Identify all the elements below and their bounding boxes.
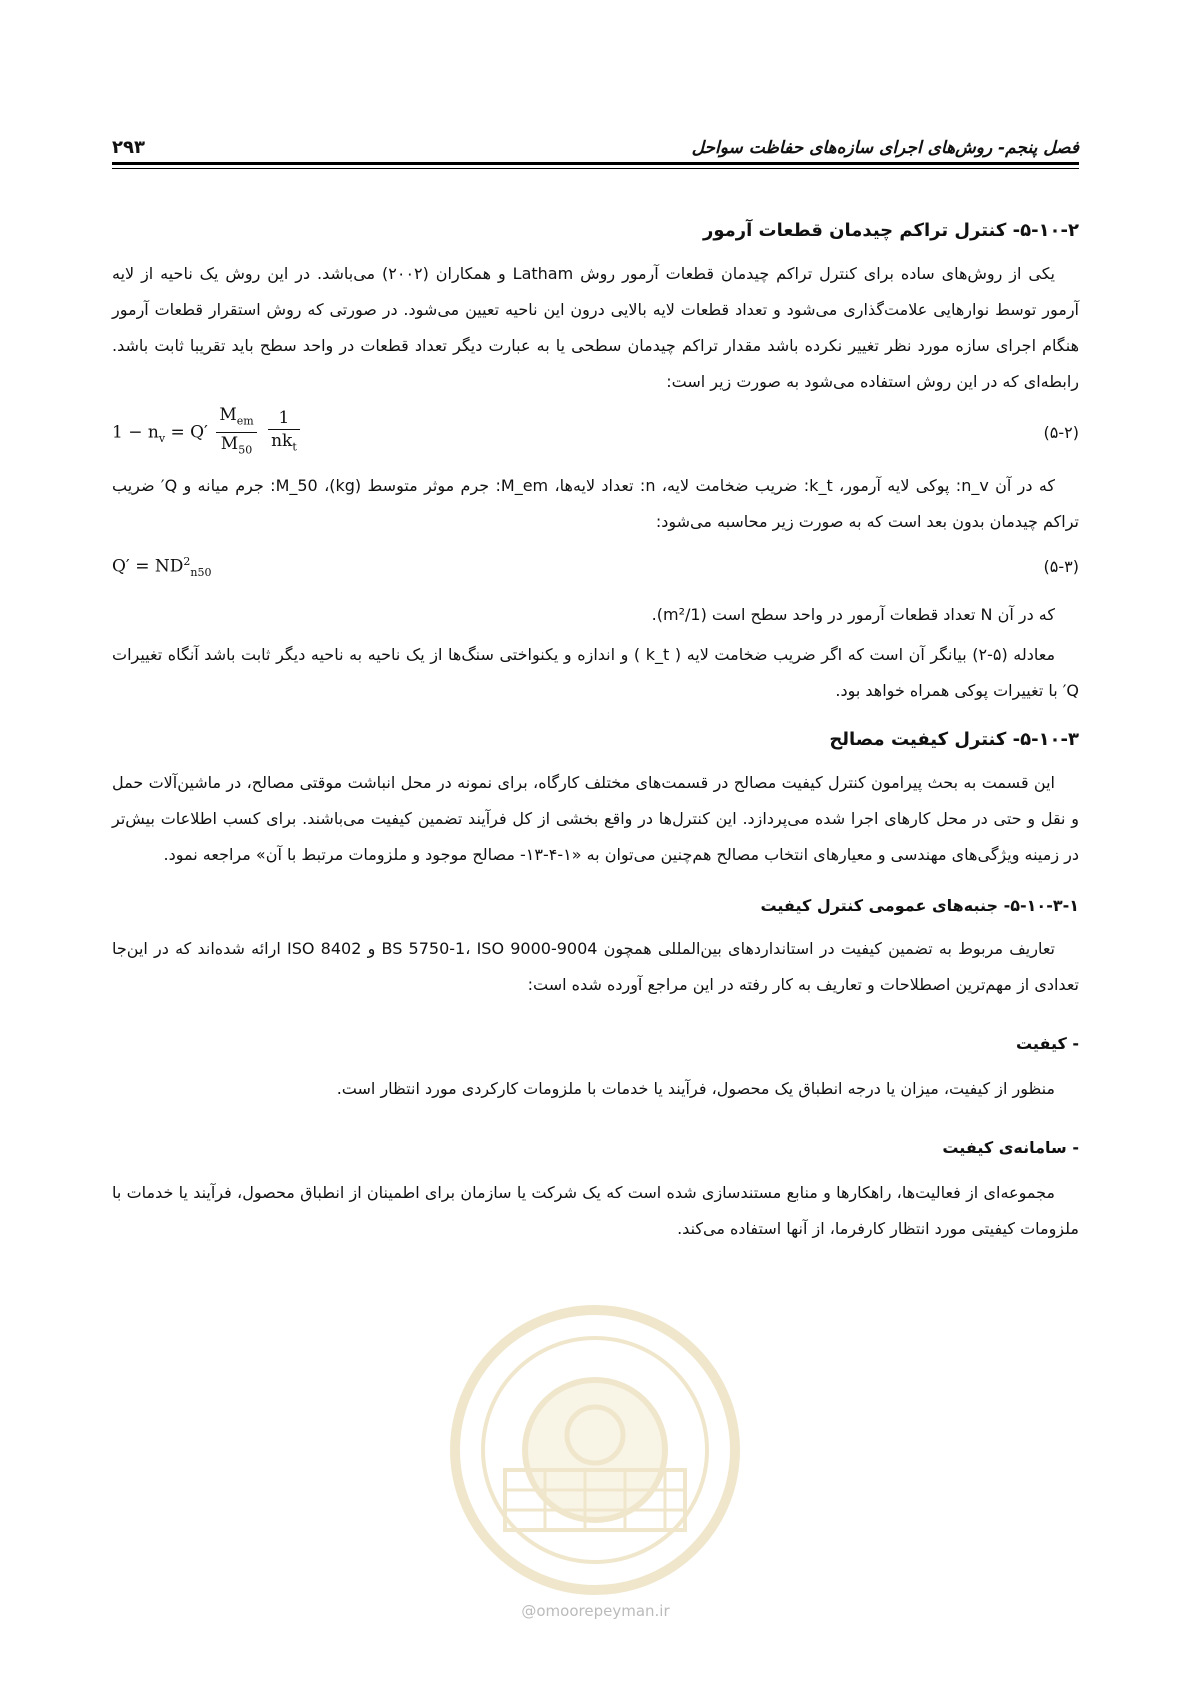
equation-5-3 [112,544,1079,591]
equation-5-3-formula [112,544,211,591]
equation-5-3-number: (۵-۳) [1043,557,1079,577]
paragraph-eq2-note: که در آن N تعداد قطعات آرمور در واحد سطح است (1/m²). [651,604,1055,624]
eq2-sup: 2 [183,554,191,568]
paragraph-material-quality: این قسمت به بحث پیرامون کنترل کیفیت مصالح در قسمت‌های مختلف کارگاه، برای نمونه در محل انباشت موقتی مصالح، در ماشین‌آلات حمل و نقل و حتی در محل کارهای اجرا شده می‌پردازد. این کنترل‌ها در واقع بخشی از کل فرآیند تضمین کیفیت می‌باشند. برای کسب اطلاعات بیش‌تر در زمینه ویژگی‌های مهندسی و معیارهای انتخاب مصالح هم‌چنین می‌توان به «۱-۴-۱۳- مصالح موجود و ملزومات مرتبط با آن» مراجعه نمود. [112,772,1079,864]
paragraph-definitions: که در آن n_v: پوکی لایه آرمور، k_t: ضریب ضخامت لایه، n: تعداد لایه‌ها، M_em: جرم موثر متوسط (kg)، M_50: جرم میانه و Q′ ضریب تراکم چیدمان بدون بعد است که به صورت زیر محاسبه می‌شود: [112,475,1079,531]
eq1-den2-sub: t [292,440,297,454]
body-content [112,200,1079,1251]
equation-5-2-number: (۵-۲) [1043,422,1079,442]
paragraph-latham: یکی از روش‌های ساده برای کنترل تراکم چیدمان قطعات آرمور روش Latham و همکاران (۲۰۰۲) می‌باشد. در این روش یک ناحیه از لایه آرمور توسط نوارهایی علامت‌گذاری می‌شود و تعداد قطعات لایه بالایی درون این ناحیه تعیین می‌شود. در صورتی که روش استقرار قطعات آرمور هنگام اجرای سازه مورد نظر تغییر نکرده باشد مقدار تراکم چیدمان سطحی یا به عبارت دیگر تعداد قطعات در واحد سطح باید تقریبا ثابت باشد. رابطه‌ای که در این روش استفاده می‌شود به صورت زیر است: [112,264,1079,391]
eq1-mid: = Q′ [165,422,208,443]
equation-5-2-formula [112,404,303,462]
eq1-den1-sub: 50 [238,443,253,457]
watermark-seal-icon [445,1300,745,1600]
heading-5-10-3-1: ۵-۱۰-۳-۱- جنبه‌های عمومی کنترل کیفیت [760,895,1079,915]
heading-5-10-3: ۵-۱۰-۳- کنترل کیفیت مصالح [829,728,1079,750]
running-header [112,118,1079,158]
paragraph-standards: تعاریف مربوط به تضمین کیفیت در استانداردهای بین‌المللی همچون BS 5750-1، ISO 9000-9004 و ISO 8402 ارائه شده‌اند که در این‌جا تعدادی از مهم‌ترین اصطلاحات و تعاریف به کار رفته در این مراجع آورده شده است: [112,938,1079,994]
term-quality-system-heading: - سامانه‌ی کیفیت [942,1137,1079,1157]
watermark-site: @omoorepeyman.ir [521,1602,670,1620]
eq1-num1: M [219,405,237,425]
header-rule-thin [112,168,1079,169]
page-number: ۲۹۳ [112,137,145,158]
heading-5-10-2: ۵-۱۰-۲- کنترل تراکم چیدمان قطعات آرمور [702,220,1079,241]
eq1-lhs: 1 − n [112,422,159,443]
term-quality-heading: - کیفیت [1015,1033,1079,1053]
chapter-title: فصل پنجم- روش‌های اجرای سازه‌های حفاظت سواحل [691,138,1079,158]
eq2-lhs: Q′ = ND [112,556,184,577]
paragraph-closing: معادله (۵-۲) بیانگر آن است که اگر ضریب ضخامت لایه ( k_t ) و اندازه و یکنواختی سنگ‌ها از یک ناحیه به ناحیه دیگر ثابت باشد آنگاه تغییرات Q′ با تغییرات پوکی همراه خواهد بود. [112,644,1079,700]
eq1-den1: M [220,434,239,455]
eq1-num2: 1 [268,407,300,430]
eq1-fraction-1 [216,404,256,462]
eq1-num1-sub: em [236,414,254,428]
term-quality-definition: منظور از کیفیت، میزان یا درجه انطباق یک محصول، فرآیند یا خدمات با ملزومات کارکردی مورد انتظار است. [336,1078,1055,1098]
eq1-lhs-sub: v [158,431,166,445]
eq1-den2: nk [271,431,293,452]
header-rule-thick [112,162,1079,165]
equation-5-2 [112,404,1079,462]
eq2-sub: n50 [190,565,212,579]
term-quality-system-definition: مجموعه‌ای از فعالیت‌ها، راهکارها و منابع مستندسازی شده است که یک شرکت یا سازمان برای اطمینان از انطباق محصول، فرآیند یا خدمات با ملزومات کیفیتی مورد انتظار کارفرما، از آنها استفاده می‌کند. [112,1182,1079,1238]
eq1-fraction-2 [268,407,300,458]
